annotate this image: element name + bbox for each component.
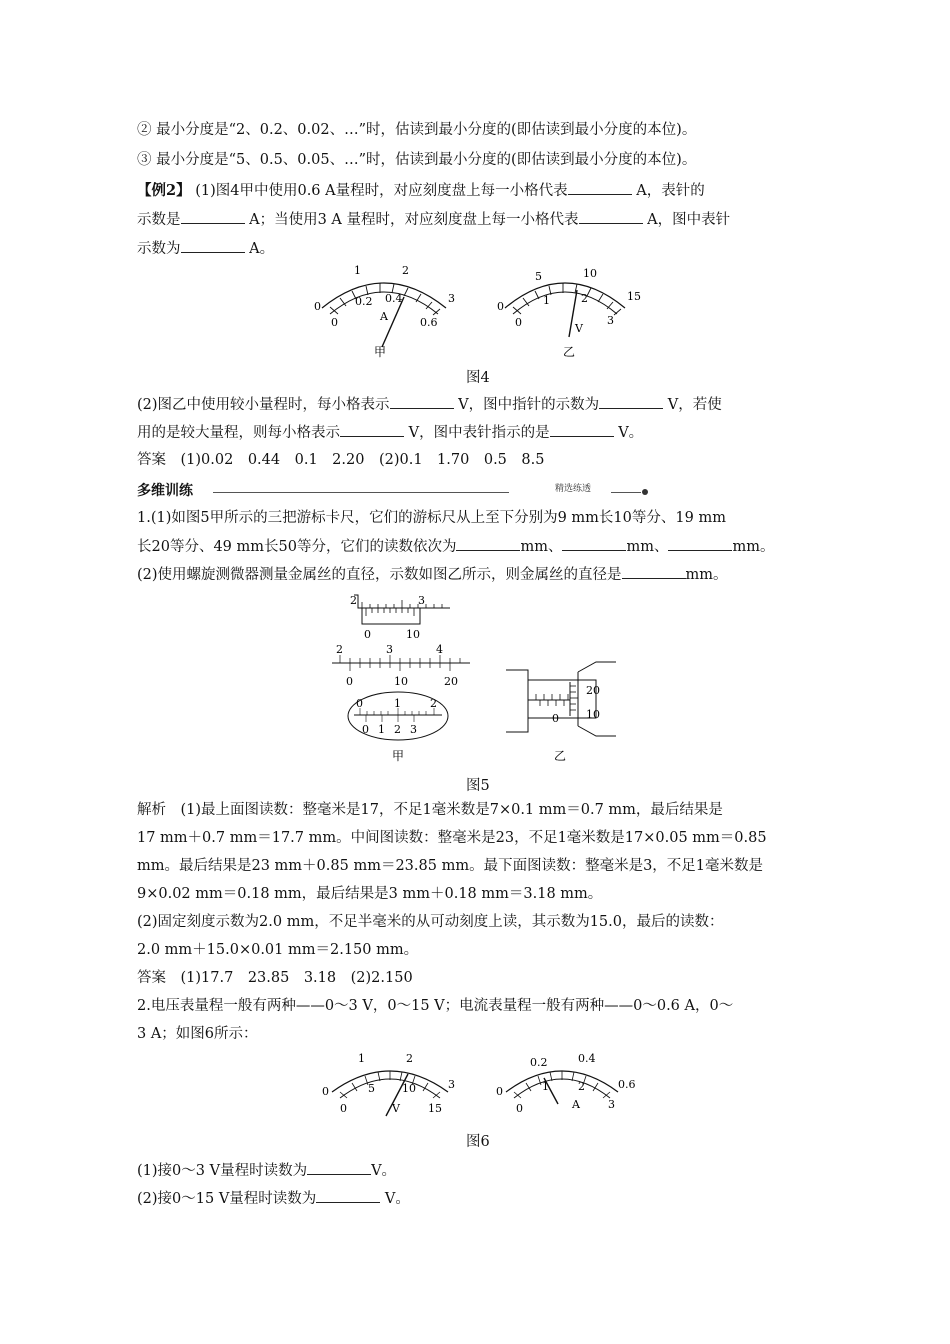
text: A；当使用3 A 量程时，对应刻度盘上每一小格代表 (249, 212, 579, 228)
example-tag: 【例2】 (137, 182, 191, 199)
unit-label: A (380, 310, 388, 323)
tick-label: 0 (346, 675, 353, 688)
text: 示数为 (137, 241, 181, 257)
tick-label: 0 (497, 300, 504, 313)
text-line: ② 最小分度是“2、0.2、0.02、…”时，估读到最小分度的(即估读到最小分度的本位)。 (137, 122, 697, 138)
text: mm。 (732, 539, 775, 555)
solution-line: 解析 (1)最上面图读数：整毫米是17，不足1毫米数是7×0.1 mm＝0.7 mm，最后结果是 (137, 802, 723, 818)
q1-line (137, 564, 817, 585)
section-tag: 精选练透 (555, 484, 592, 494)
tick-label: 3 (410, 723, 417, 736)
answer-blank[interactable] (307, 1160, 371, 1175)
caliper-2 (332, 643, 470, 688)
answer-blank[interactable] (599, 394, 663, 409)
tick-label: 10 (586, 708, 600, 721)
tick-label: 0.6 (618, 1078, 636, 1091)
q2-line: 2.电压表量程一般有两种——0～3 V，0～15 V；电流表量程一般有两种——0～0.6 A，0～ (137, 998, 734, 1014)
tick-label: 20 (444, 675, 458, 688)
tick-label: 15 (627, 290, 641, 303)
tick-label: 20 (586, 684, 600, 697)
solution-line: (2)固定刻度示数为2.0 mm，不足半毫米的从可动刻度上读，其示数为15.0，最后的读数： (137, 914, 724, 930)
tick-label: 0 (364, 628, 371, 641)
figure-caption: 图5 (466, 778, 490, 794)
tick-label: 4 (436, 643, 443, 656)
tick-label: 3 (448, 292, 455, 305)
section-title: 多维训练 (137, 483, 193, 499)
tick-label: 1 (543, 294, 550, 307)
tick-label: 3 (386, 643, 393, 656)
text: 示数是 (137, 212, 181, 228)
tick-label: 2 (402, 264, 409, 277)
q1-line (137, 536, 817, 557)
text: (2)图乙中使用较小量程时，每小格表示 (137, 397, 390, 413)
solution-line: 2.0 mm＋15.0×0.01 mm＝2.150 mm。 (137, 942, 419, 958)
caliper-1 (350, 594, 450, 641)
text: V。 (384, 1191, 410, 1207)
text: mm、 (626, 539, 669, 555)
ammeter-gauge (314, 264, 455, 359)
tick-label: 5 (368, 1082, 375, 1095)
figure-5-instruments (330, 590, 630, 766)
text: A。 (249, 241, 275, 257)
micrometer (506, 662, 616, 763)
tick-label: 1 (542, 1080, 549, 1093)
text: (1)接0～3 V量程时读数为 (137, 1163, 308, 1179)
tick-label: 0.4 (578, 1052, 596, 1065)
section-header (137, 480, 817, 498)
tick-label: 0 (516, 1102, 523, 1115)
answer-blank[interactable] (668, 536, 732, 551)
text: A，图中表针 (647, 212, 731, 228)
tick-label: 0 (362, 723, 369, 736)
text: mm。 (685, 567, 728, 583)
tick-label: 10 (583, 267, 597, 280)
answer-blank[interactable] (181, 209, 245, 224)
answer-blank[interactable] (622, 564, 686, 579)
solution-line: 17 mm＋0.7 mm＝17.7 mm。中间图读数：整毫米是23，不足1毫米数是17×0.05 mm＝0.85 (137, 830, 767, 846)
answer-line: 答案 (1)17.7 23.85 3.18 (2)2.150 (137, 970, 413, 986)
tick-label: 2 (430, 697, 437, 710)
tick-label: 2 (578, 1080, 585, 1093)
answer-blank[interactable] (390, 394, 454, 409)
tick-label: 1 (354, 264, 361, 277)
text: V。 (371, 1163, 397, 1179)
voltmeter-gauge-2 (322, 1052, 455, 1116)
tick-label: 3 (607, 314, 614, 327)
answer-blank[interactable] (568, 180, 632, 195)
tick-label: 1 (394, 697, 401, 710)
figure-caption: 图6 (466, 1134, 490, 1150)
solution-line: mm。最后结果是23 mm＋0.85 mm＝23.85 mm。最下面图读数：整毫米是3，不足1毫米数是 (137, 858, 764, 874)
figure-label-yi: 乙 (563, 345, 576, 359)
tick-label: 15 (428, 1102, 442, 1115)
tick-label: 0.4 (385, 292, 403, 305)
answer-blank[interactable] (550, 422, 614, 437)
tick-label: 10 (394, 675, 408, 688)
q2-sub (137, 1160, 817, 1181)
example-2-line-1 (137, 180, 817, 201)
unit-label: V (392, 1102, 400, 1115)
divider (611, 492, 641, 493)
unit-label: A (572, 1098, 580, 1111)
tick-label: 3 (448, 1078, 455, 1091)
solution-line: 9×0.02 mm＝0.18 mm，最后结果是3 mm＋0.18 mm＝3.18 mm。 (137, 886, 603, 902)
tick-label: 2 (394, 723, 401, 736)
text: mm、 (520, 539, 563, 555)
answer-blank[interactable] (340, 422, 404, 437)
text: 用的是较大量程，则每小格表示 (137, 425, 340, 441)
figure-4-meters (300, 262, 660, 360)
tick-label: 3 (608, 1098, 615, 1111)
tick-label: 0.2 (530, 1056, 548, 1069)
text: V，图中表针指示的是 (408, 425, 550, 441)
tick-label: 0.2 (355, 295, 373, 308)
tick-label: 0 (314, 300, 321, 313)
answer-line: 答案 (1)0.02 0.44 0.1 2.20 (2)0.1 1.70 0.5 8.5 (137, 452, 545, 468)
text: V。 (618, 425, 644, 441)
tick-label: 0 (340, 1102, 347, 1115)
tick-label: 0 (496, 1085, 503, 1098)
answer-blank[interactable] (456, 536, 520, 551)
unit-label: V (575, 322, 583, 335)
text-line: ③ 最小分度是“5、0.5、0.05、…”时，估读到最小分度的(即估读到最小分度的本位)。 (137, 152, 697, 168)
tick-label: 3 (418, 594, 425, 607)
ammeter-gauge-2 (496, 1052, 636, 1115)
figure-label-jia: 甲 (374, 345, 387, 359)
example-2-line-3 (137, 238, 817, 259)
text: V，图中指针的示数为 (458, 397, 600, 413)
tick-label: 0 (331, 316, 338, 329)
answer-blank[interactable] (316, 1188, 380, 1203)
caliper-3 (348, 692, 448, 763)
text: V，若使 (667, 397, 722, 413)
tick-label: 2 (406, 1052, 413, 1065)
tick-label: 10 (402, 1082, 416, 1095)
tick-label: 10 (406, 628, 420, 641)
tick-label: 0 (552, 712, 559, 725)
question-2-line-1 (137, 394, 817, 415)
tick-label: 0 (322, 1085, 329, 1098)
figure-6-meters (310, 1050, 650, 1124)
tick-label: 1 (358, 1052, 365, 1065)
text: A，表针的 (636, 183, 705, 199)
answer-blank[interactable] (579, 209, 643, 224)
tick-label: 2 (336, 643, 343, 656)
q2-line: 3 A；如图6所示： (137, 1026, 258, 1042)
divider (213, 492, 509, 493)
answer-blank[interactable] (562, 536, 626, 551)
text: (1)图4甲中使用0.6 A量程时，对应刻度盘上每一小格代表 (195, 183, 568, 199)
tick-label: 0 (515, 316, 522, 329)
dot (642, 489, 648, 495)
text: 长20等分、49 mm长50等分，它们的读数依次为 (137, 539, 457, 555)
example-2-line-2 (137, 209, 817, 230)
tick-label: 0.6 (420, 316, 438, 329)
text: (2)使用螺旋测微器测量金属丝的直径，示数如图乙所示，则金属丝的直径是 (137, 567, 622, 583)
figure-caption: 图4 (466, 370, 490, 386)
question-2-line-2 (137, 422, 817, 443)
tick-label: 2 (350, 594, 357, 607)
text: (2)接0～15 V量程时读数为 (137, 1191, 317, 1207)
figure-label-yi: 乙 (554, 749, 567, 763)
tick-label: 2 (581, 292, 588, 305)
tick-label: 5 (535, 270, 542, 283)
answer-blank[interactable] (181, 238, 245, 253)
tick-label: 1 (378, 723, 385, 736)
q1-line: 1.(1)如图5甲所示的三把游标卡尺，它们的游标尺从上至下分别为9 mm长10等分、19 mm (137, 510, 726, 526)
figure-label-jia: 甲 (392, 749, 405, 763)
tick-label: 0 (356, 697, 363, 710)
voltmeter-gauge (497, 267, 641, 359)
q2-sub (137, 1188, 817, 1209)
